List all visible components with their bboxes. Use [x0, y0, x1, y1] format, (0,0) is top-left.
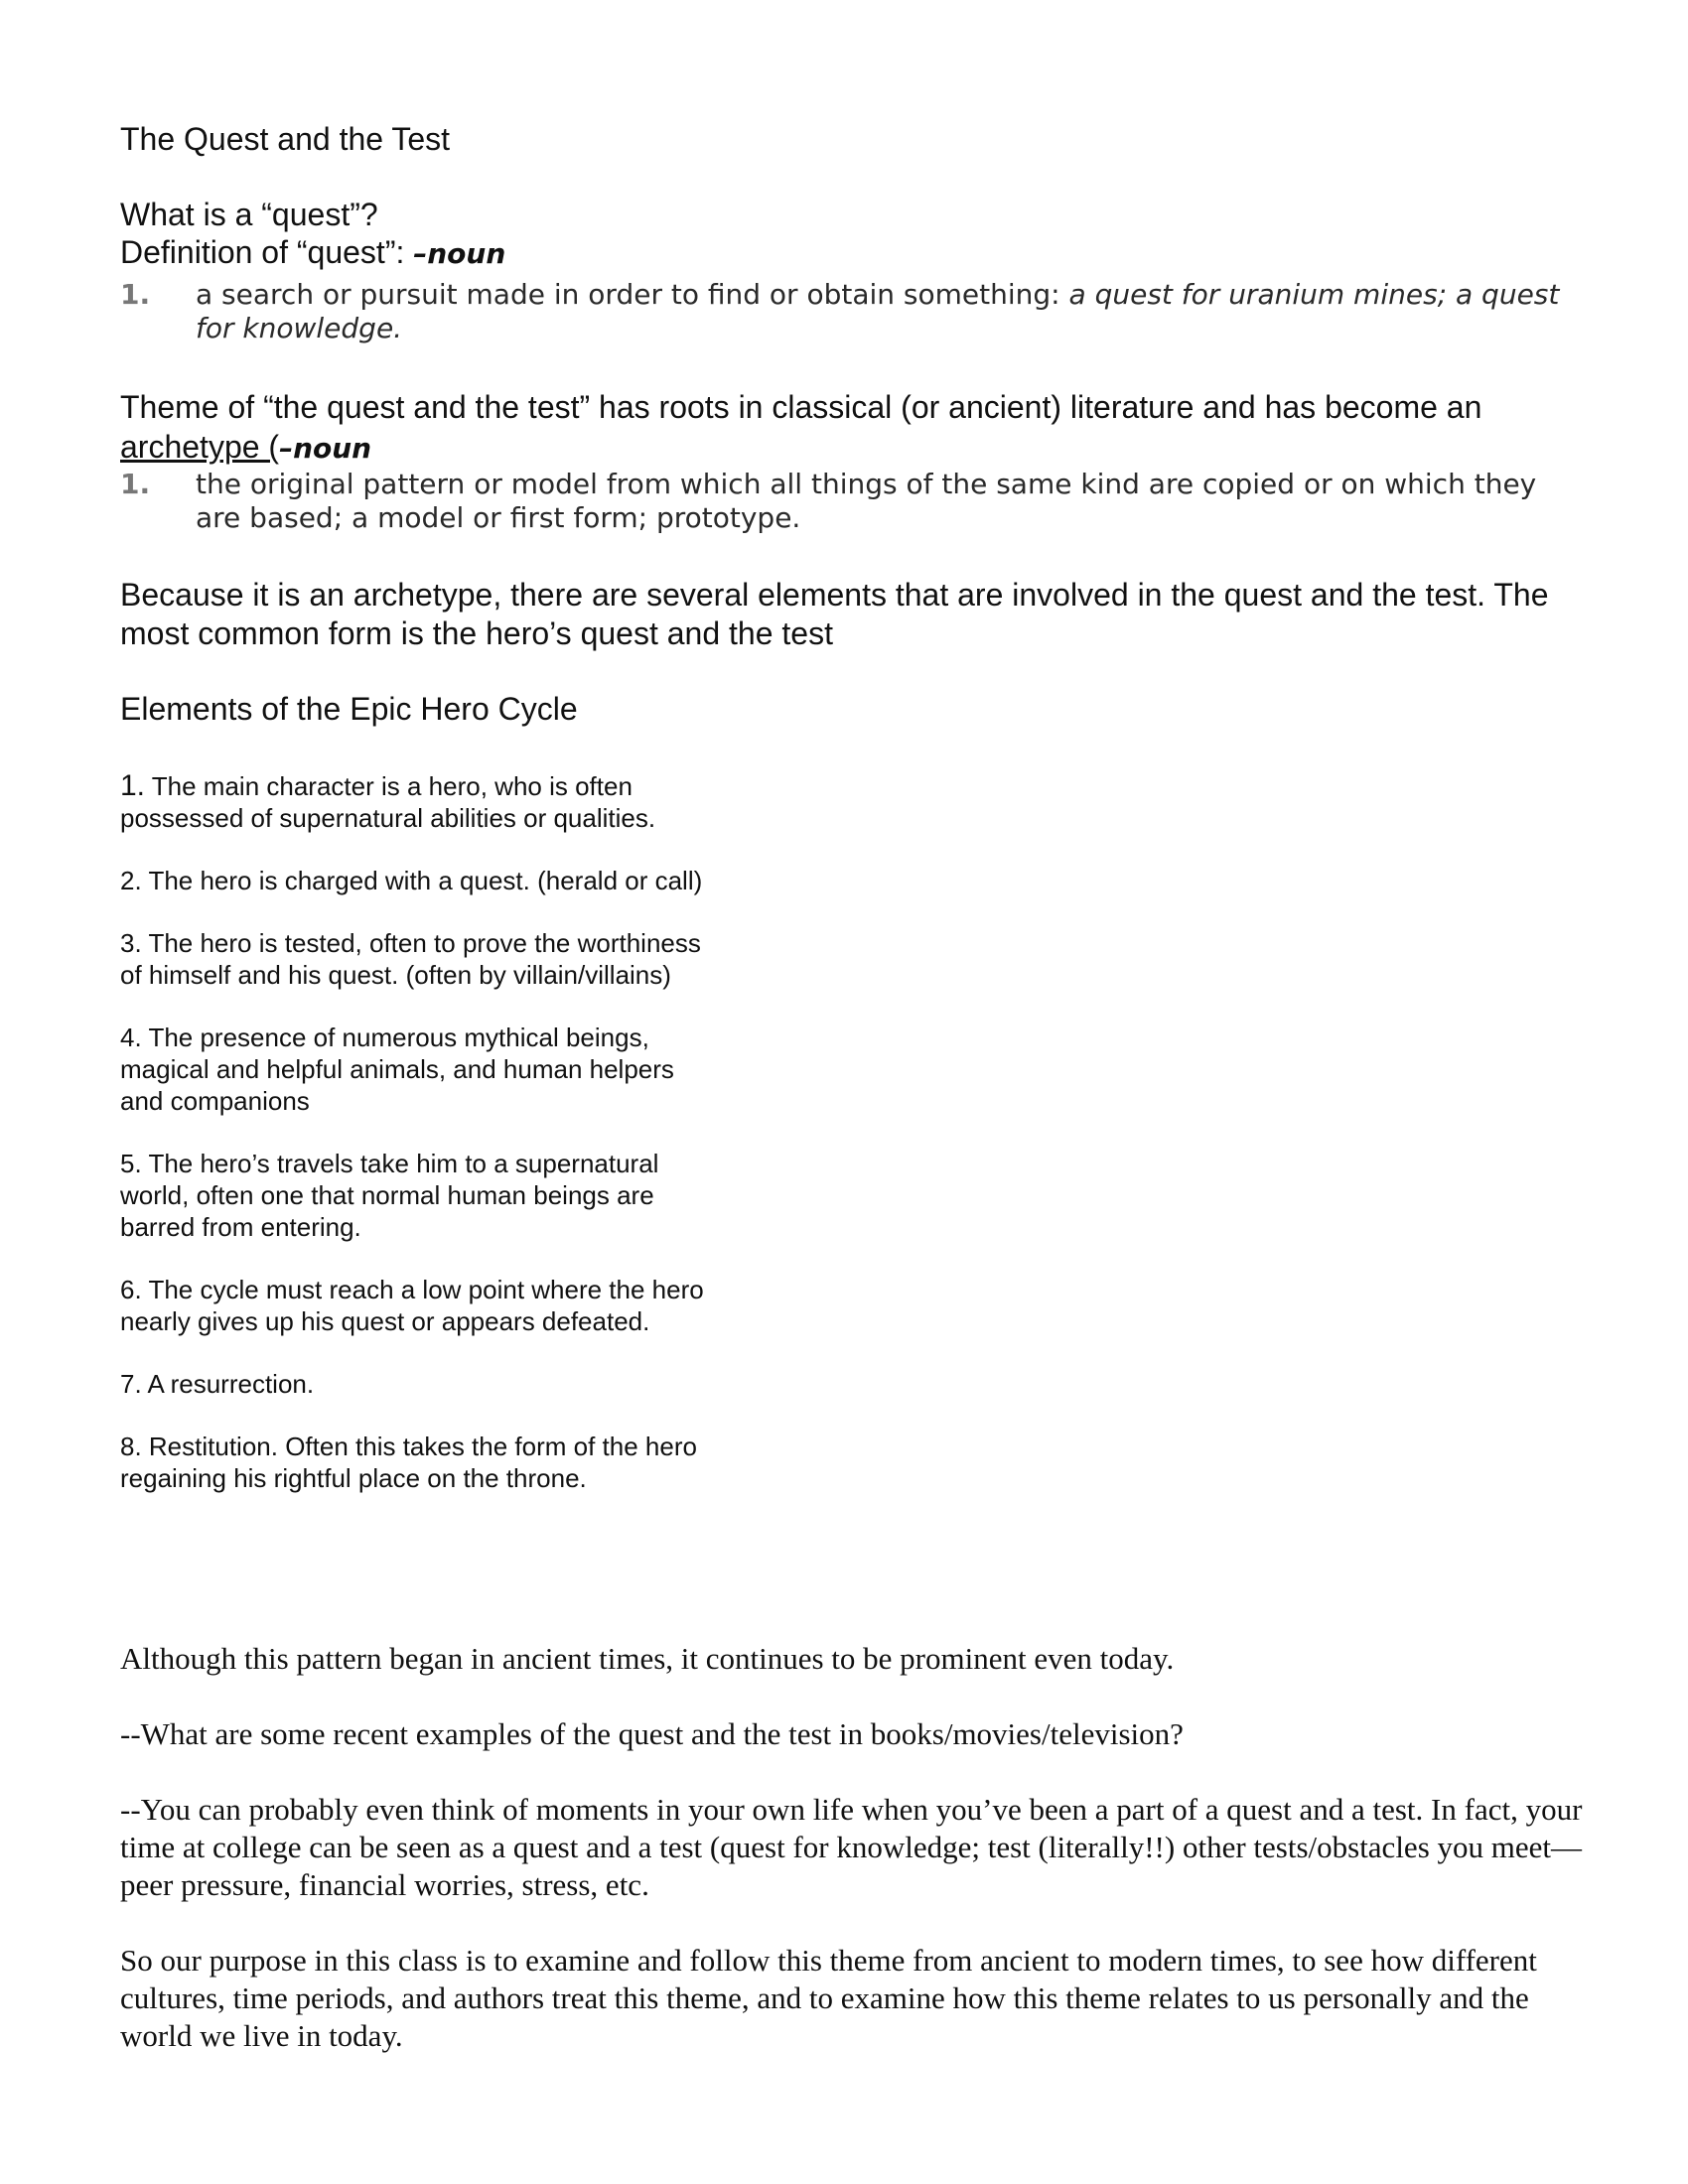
list-item: 5. The hero’s travels take him to a supernatural world, often one that normal human beings are barred from entering. — [120, 1149, 659, 1242]
definition-text: the original pattern or model from which all things of the same kind are copied or on which they are based; a model or first form; prototype. — [196, 468, 1537, 534]
definition-number: 1. — [120, 468, 151, 500]
theme-paragraph — [120, 387, 1580, 469]
list-item: 4. The presence of numerous mythical beings, magical and helpful animals, and human helpers and companions — [120, 1023, 674, 1116]
archetype-explanation: Because it is an archetype, there are several elements that are involved in the quest and the test. The most common form is the hero’s quest and the test — [120, 577, 1549, 651]
closing-paragraph: Although this pattern began in ancient times, it continues to be prominent even today. — [120, 1641, 1175, 1676]
part-of-speech: –noun — [413, 237, 506, 270]
quest-definition-item — [120, 278, 1570, 345]
definition-number: 1. — [120, 278, 151, 311]
definition-text — [196, 278, 1570, 345]
quest-definition-label — [120, 232, 505, 274]
section-heading: Elements of the Epic Hero Cycle — [120, 691, 578, 727]
definition-example: a quest for uranium mines; a quest for knowledge. — [196, 278, 1560, 344]
epic-hero-cycle-list — [120, 770, 716, 1525]
list-item — [120, 770, 716, 834]
archetype-link[interactable]: archetype ( — [120, 429, 280, 465]
list-item: 6. The cycle must reach a low point where the hero nearly gives up his quest or appears defeated. — [120, 1275, 704, 1336]
archetype-pos: –noun — [279, 432, 372, 465]
quest-question: What is a “quest”? — [120, 197, 378, 232]
list-item: 3. The hero is tested, often to prove the worthiness of himself and his quest. (often by villain/villains) — [120, 928, 701, 990]
archetype-definition-item — [120, 468, 1570, 535]
closing-paragraph: --What are some recent examples of the quest and the test in books/movies/television? — [120, 1716, 1184, 1751]
theme-text: Theme of “the quest and the test” has roots in classical (or ancient) literature and has become an — [120, 389, 1482, 425]
page-title: The Quest and the Test — [120, 121, 451, 157]
list-item: 2. The hero is charged with a quest. (herald or call) — [120, 866, 703, 895]
definition-label-text: Definition of “quest”: — [120, 234, 414, 270]
closing-paragraph: So our purpose in this class is to examine and follow this theme from ancient to modern times, to see how different cultures, time periods, and authors treat this theme, and to examine how this theme relates to us personally and the world we live in today. — [120, 1943, 1537, 2053]
closing-paragraph: --You can probably even think of moments in your own life when you’ve been a part of a quest and a test. In fact, your time at college can be seen as a quest and a test (quest for knowledge; test (literally!!) other tests/obstacles you meet—peer pressure, financial worries, stress, etc. — [120, 1792, 1583, 1902]
closing-section — [120, 1640, 1590, 2093]
definition-body: a search or pursuit made in order to find or obtain something: — [196, 278, 1069, 311]
item-text: The main character is a hero, who is often possessed of supernatural abilities or qualities. — [120, 771, 656, 833]
item-number: 1. — [120, 769, 146, 802]
list-item: 8. Restitution. Often this takes the form of the hero regaining his rightful place on the throne. — [120, 1432, 697, 1493]
list-item: 7. A resurrection. — [120, 1369, 315, 1399]
